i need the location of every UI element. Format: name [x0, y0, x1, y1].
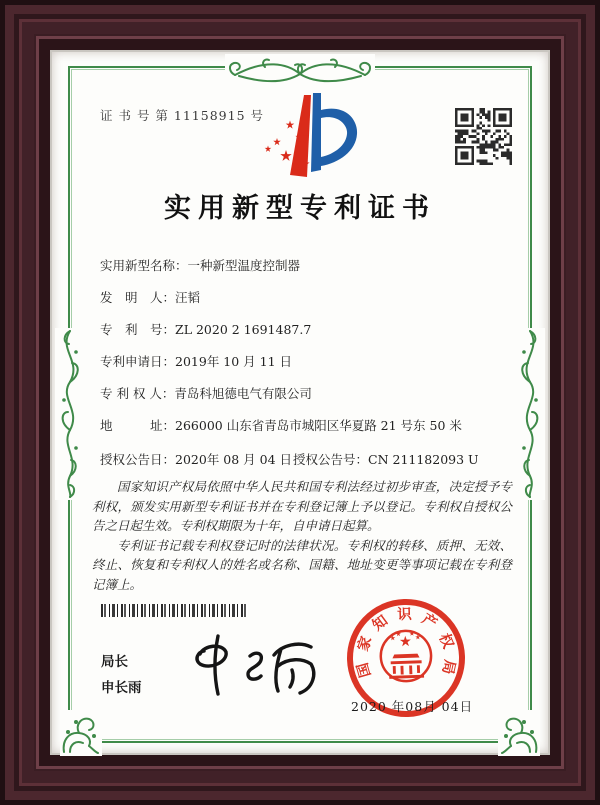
director-signature	[178, 626, 328, 702]
field-row-inventor	[100, 288, 512, 306]
field-label: 专 利 权 人：	[100, 386, 175, 401]
grant-date-value: 2020年 08 月 04 日	[175, 452, 293, 467]
field-row-name	[100, 256, 512, 274]
bottom-right-floral-icon	[498, 710, 540, 756]
seal-char: 识	[396, 605, 413, 624]
field-label: 专利申请日：	[100, 354, 176, 369]
seal-char: 权	[435, 631, 457, 651]
seal-char: 产	[418, 610, 441, 633]
cnipa-logo-icon	[257, 92, 363, 182]
certificate-number: 证 书 号 第 11158915 号	[100, 108, 264, 123]
left-scroll-flourish-icon	[55, 328, 85, 500]
field-row-patent-number	[100, 320, 512, 338]
grant-date-label: 授权公告日：	[100, 452, 176, 467]
field-value: 青岛科旭德电气有限公司	[174, 386, 312, 401]
field-row-patentee	[100, 384, 512, 402]
director-block	[101, 649, 142, 701]
field-label: 实用新型名称：	[100, 258, 188, 273]
seal-char: 知	[369, 611, 392, 635]
field-row-address	[100, 416, 512, 434]
certificate-title: 实用新型专利证书	[164, 193, 436, 224]
grant-number-label: 授权公告号：	[293, 452, 369, 467]
field-row-filing-date	[100, 352, 512, 370]
legal-paragraph-1: 国家知识产权局依照中华人民共和国专利法经过初步审查，决定授予专利权，颁发实用新型专利证书并在专利登记簿上予以登记。专利权自授权公告之日起生效。专利权期限为十年，自申请日起算。	[92, 479, 512, 533]
director-name: 申长雨	[101, 680, 142, 695]
grant-number-value: CN 211182093 U	[368, 452, 479, 467]
field-row-grant	[100, 450, 512, 468]
director-title: 局长	[101, 654, 128, 669]
national-emblem-icon	[376, 624, 436, 688]
qr-code	[455, 108, 512, 165]
field-value: 汪韬	[175, 290, 201, 305]
field-label: 发 明 人：	[100, 290, 176, 305]
field-label: 地 址：	[100, 418, 176, 433]
barcode	[101, 604, 248, 617]
right-scroll-flourish-icon	[515, 328, 545, 500]
seal-char: 国	[354, 660, 375, 680]
field-value: ZL 2020 2 1691487.7	[175, 322, 312, 337]
field-value: 一种新型温度控制器	[187, 258, 301, 273]
field-value: 2019年 10 月 11 日	[175, 354, 293, 369]
seal-char: 家	[354, 634, 376, 654]
field-label: 专 利 号：	[100, 322, 176, 337]
field-value: 266000 山东省青岛市城阳区华夏路 21 号东 50 米	[175, 418, 462, 433]
legal-text	[92, 477, 512, 594]
seal-date: 2020 年08月 04日	[351, 699, 474, 714]
bottom-left-floral-icon	[60, 710, 102, 756]
top-scroll-flourish-icon	[225, 54, 375, 94]
seal-char: 局	[438, 658, 459, 676]
legal-paragraph-2: 专利证书记载专利权登记时的法律状况。专利权的转移、质押、无效、终止、恢复和专利权人的姓名或名称、国籍、地址变更等事项记载在专利登记簿上。	[92, 537, 512, 592]
